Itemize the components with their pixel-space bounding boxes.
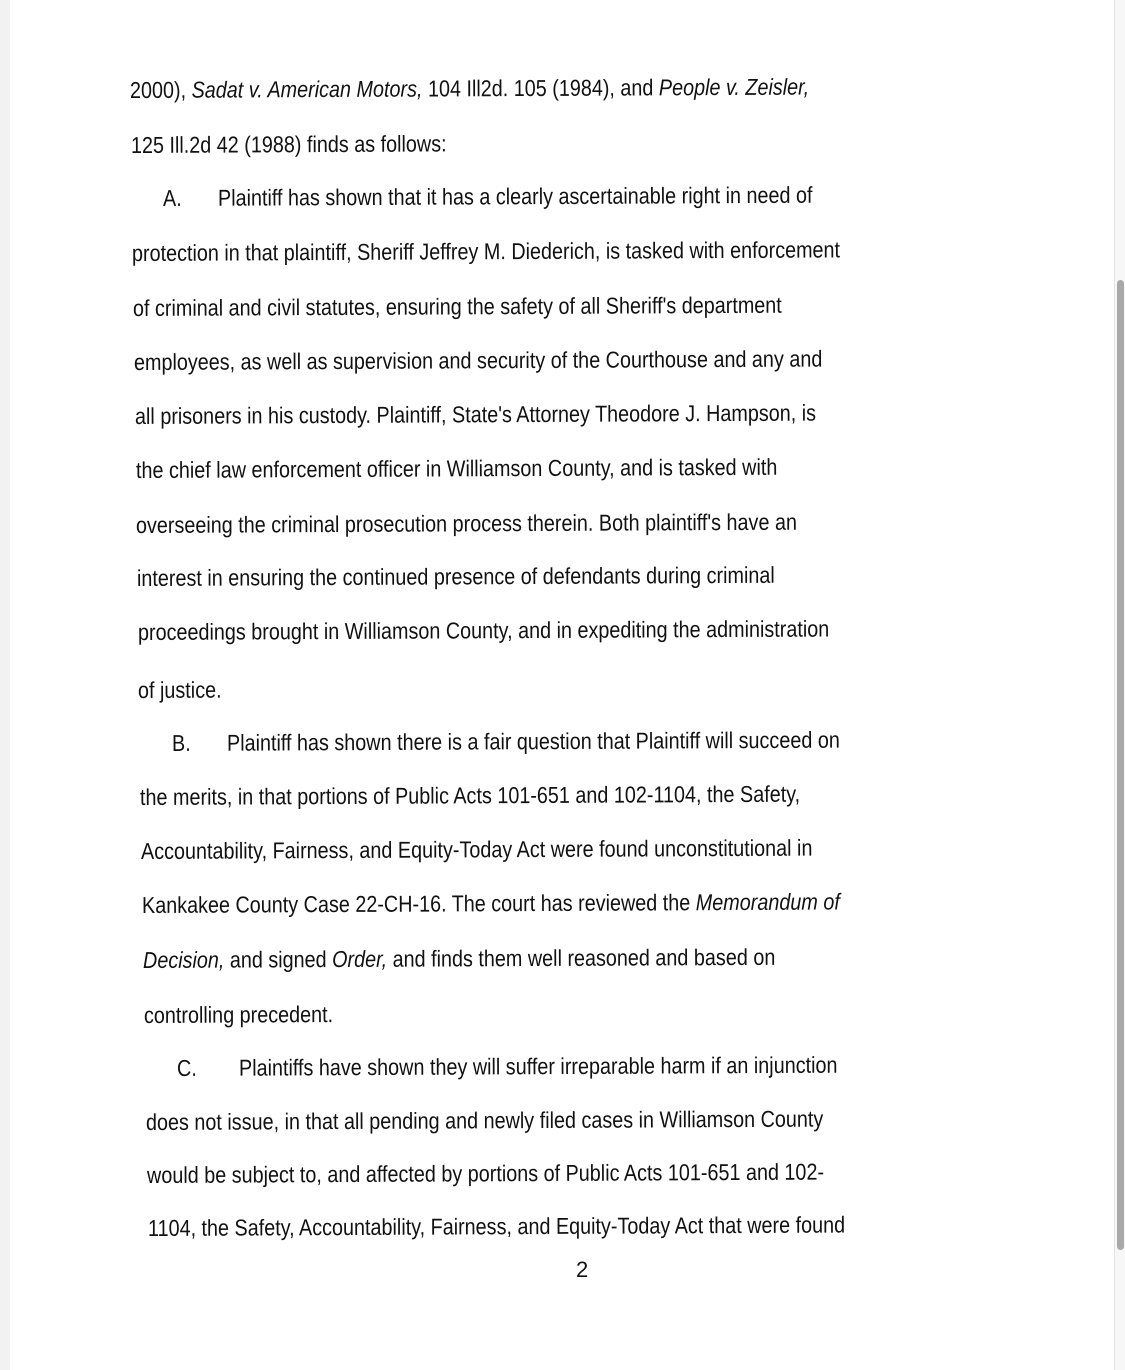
text-line [138,675,222,705]
text-segment: all prisoners in his custody. Plaintiff, State's Attorney Theodore J. Hampson, is [134,399,817,429]
text-segment: 2000), [129,76,192,103]
text-line [136,452,777,485]
text-segment: Plaintiffs have shown they will suffer irreparable harm if an injunction [238,1051,838,1081]
text-segment: of criminal and civil statutes, ensuring the safety of all Sheriff's department [132,291,782,321]
text-line [141,833,813,866]
text-segment: of justice. [137,676,222,703]
text-segment: controlling precedent. [143,1001,334,1028]
text-line [146,1104,823,1137]
text-line [163,180,813,213]
text-line [130,72,809,105]
page-number: 2 [576,1257,589,1282]
citation-italic: Order, [332,945,388,973]
text-line [142,886,840,920]
text-segment: Kankakee County Case 22-CH-16. The court has reviewed the [141,889,696,918]
text-line [132,234,840,268]
text-segment: the merits, in that portions of Public Acts 101-651 and 102-1104, the Safety, [139,780,801,810]
scrollbar[interactable] [1114,0,1125,1370]
text-line [143,942,775,975]
text-segment: Plaintiff has shown there is a fair question that Plaintiff will succeed on [226,726,840,756]
citation-italic: People v. Zeisler, [658,73,810,101]
text-segment: the chief law enforcement officer in Williamson County, and is tasked with [135,453,778,483]
paragraph-label: A. [162,184,182,211]
text-segment: Plaintiff has shown that it has a clearly ascertainable right in need of [217,181,813,211]
text-segment: employees, as well as supervision and security of the Courthouse and any and [133,345,823,375]
text-line [135,398,816,431]
text-line [133,290,782,323]
document-page [10,0,1114,1370]
text-segment: interest in ensuring the continued presence of defendants during criminal [136,561,775,591]
text-segment: would be subject to, and affected by portions of Public Acts 101-651 and 102- [146,1158,825,1188]
text-line [136,507,797,540]
text-line [134,344,822,377]
text-segment: 1104, the Safety, Accountability, Fairness, and Equity-Today Act that were found [147,1211,846,1241]
paragraph-label: B. [171,729,191,756]
text-segment: and signed [224,946,333,973]
text-line [148,1209,845,1243]
text-line [172,725,840,758]
text-segment: protection in that plaintiff, Sheriff Jeffrey M. Diederich, is tasked with enforcement [131,236,841,266]
citation-italic: Memorandum of [695,888,840,916]
text-segment: does not issue, in that all pending and newly filed cases in Williamson County [145,1105,824,1135]
text-line [138,613,829,647]
text-line [137,560,775,593]
text-line [144,999,333,1030]
text-segment: proceedings brought in Williamson County, and in expediting the administration [137,615,830,645]
text-segment: Accountability, Fairness, and Equity-Today Act were found unconstitutional in [140,834,813,864]
paragraph-label: C. [176,1054,197,1081]
citation-italic: Sadat v. American Motors, [191,75,423,103]
text-line [177,1050,838,1083]
citation-italic: Decision, [142,946,225,973]
text-line [131,128,447,160]
text-segment: and finds them well reasoned and based on [387,943,776,972]
text-segment: 125 Ill.2d 42 (1988) finds as follows: [130,130,447,158]
text-segment: overseeing the criminal prosecution process therein. Both plaintiff's have an [135,508,797,538]
text-segment: 104 Ill2d. 105 (1984), and [422,74,659,102]
scrollbar-thumb[interactable] [1117,280,1124,1250]
text-line [140,779,800,812]
text-line [147,1157,824,1190]
